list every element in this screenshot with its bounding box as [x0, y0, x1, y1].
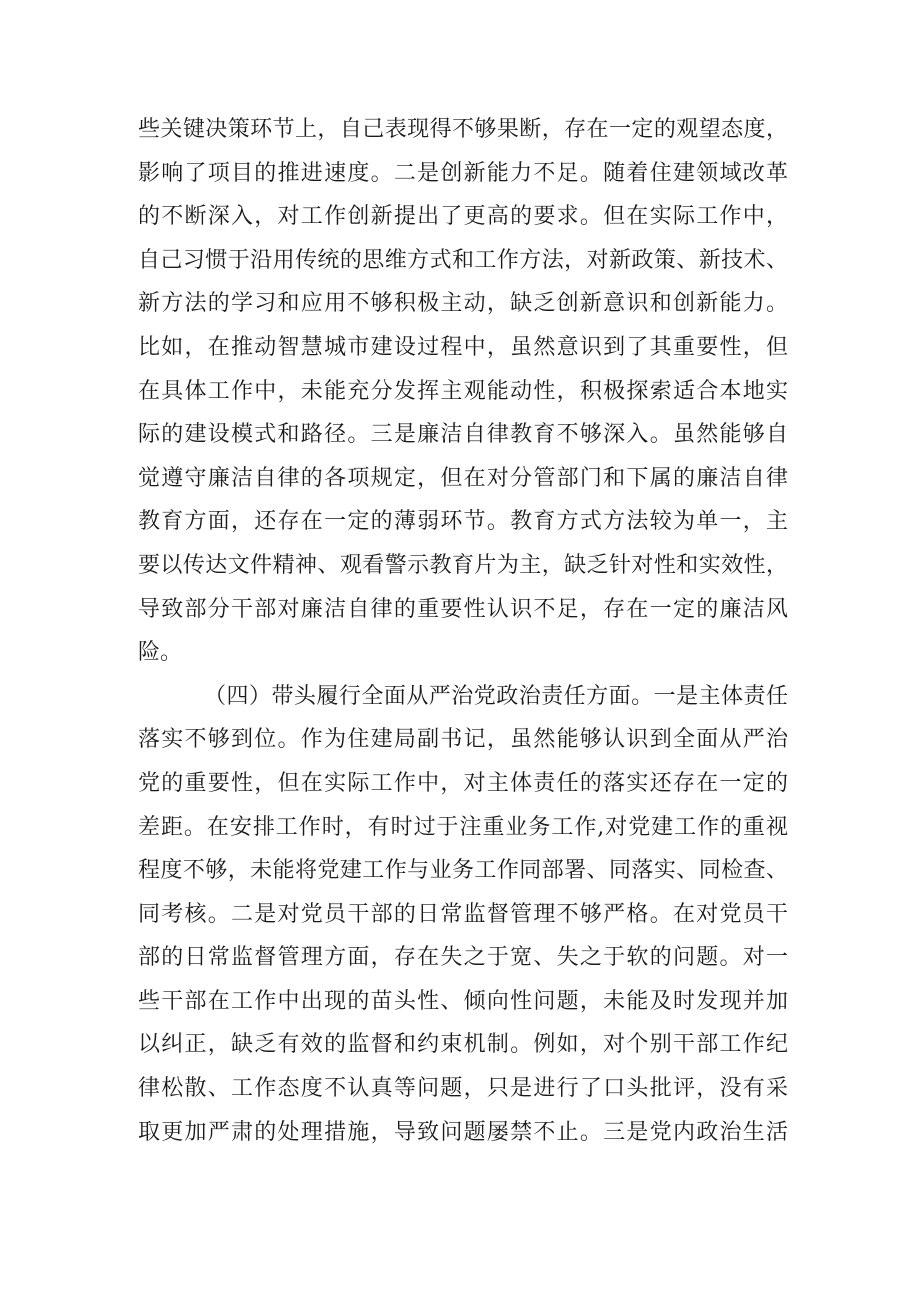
text-line: 落实不够到位。作为住建局副书记，虽然能够认识到全面从严治: [138, 727, 788, 753]
text-line: 程度不够，未能将党建工作与业务工作同部署、同落实、同检查、: [138, 858, 788, 884]
text-line: 觉遵守廉洁自律的各项规定，但在对分管部门和下属的廉洁自律: [138, 465, 788, 491]
text-line: 影响了项目的推进速度。二是创新能力不足。随着住建领域改革: [138, 160, 788, 186]
text-line: 律松散、工作态度不认真等问题，只是进行了口头批评，没有采: [138, 1076, 788, 1102]
text-line: 导致部分干部对廉洁自律的重要性认识不足，存在一定的廉洁风: [138, 596, 788, 622]
text-line: 新方法的学习和应用不够积极主动，缺乏创新意识和创新能力。: [138, 291, 788, 317]
paragraph-2: [138, 675, 788, 1155]
text-line: 党的重要性，但在实际工作中，对主体责任的落实还存在一定的: [138, 770, 788, 796]
text-line: 比如，在推动智慧城市建设过程中，虽然意识到了其重要性，但: [138, 334, 788, 360]
document-body: [138, 108, 788, 1154]
text-line: 自己习惯于沿用传统的思维方式和工作方法，对新政策、新技术、: [138, 247, 788, 273]
text-line: 际的建设模式和路径。三是廉洁自律教育不够深入。虽然能够自: [138, 422, 788, 448]
text-line: 些干部在工作中出现的苗头性、倾向性问题，未能及时发现并加: [138, 988, 788, 1014]
text-line: 要以传达文件精神、观看警示教育片为主，缺乏针对性和实效性，: [138, 552, 788, 578]
paragraph-1: [138, 108, 788, 675]
text-line: 部的日常监督管理方面，存在失之于宽、失之于软的问题。对一: [138, 945, 788, 971]
text-line: 些关键决策环节上，自己表现得不够果断，存在一定的观望态度，: [138, 117, 788, 142]
text-line: 同考核。二是对党员干部的日常监督管理不够严格。在对党员干: [138, 901, 788, 927]
text-line: 在具体工作中，未能充分发挥主观能动性，积极探索适合本地实: [138, 378, 788, 404]
text-line: 的不断深入，对工作创新提出了更高的要求。但在实际工作中，: [138, 204, 788, 230]
text-line: 取更加严肃的处理措施，导致问题屡禁不止。三是党内政治生活: [138, 1119, 788, 1145]
text-line: 教育方面，还存在一定的薄弱环节。教育方式方法较为单一，主: [138, 509, 788, 535]
text-line: （四）带头履行全面从严治党政治责任方面。一是主体责任: [204, 683, 788, 709]
text-line: 以纠正，缺乏有效的监督和约束机制。例如，对个别干部工作纪: [138, 1032, 788, 1058]
text-line: 险。: [138, 640, 183, 666]
text-line: 差距。在安排工作时，有时过于注重业务工作,对党建工作的重视: [138, 814, 788, 840]
